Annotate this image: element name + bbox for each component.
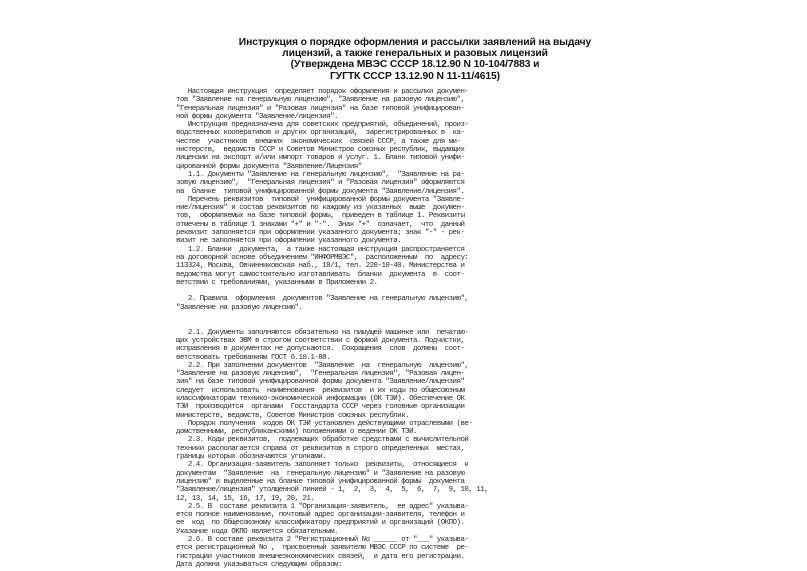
body-text-line: границы которых обозначаются уголками. [176, 453, 327, 462]
body-text-line: тов "Заявление на генеральную лицензию", "Заявление на разовую лицензию", [176, 96, 465, 105]
body-text-line: гистрации участников внешнеэкономических связей, и дата его регистрации. [176, 552, 465, 561]
body-text-line: ее код по Общесоюзному классификатору предприятий и организаций (ОКПО). [176, 519, 465, 528]
body-text-line: ветствовать требованиям ГОСТ 6.10.1-88. [176, 353, 331, 362]
body-text-line: 2.5. В составе реквизита 1 "Организация-заявитель, ее адрес" указыва- [176, 502, 469, 511]
title-line: лицензий, а также генеральных и разовых лицензий [282, 48, 548, 60]
body-text-line: "Заявление на разовую лицензию", "Генеральная лицензия", "Разовая лицен- [176, 370, 465, 379]
body-text-line: 2.3. Коды реквизитов, подлежащих обработке средствами с вычислительной [176, 436, 469, 445]
body-text-line: ТЭИ производится органами Госстандарта СССР через головные организации [176, 403, 465, 412]
body-text-line: 113324, Москва, Овчинниковская наб., 18/1, тел. 220-10-40. Министерства и [176, 262, 465, 271]
body-text-line: тов, оформляемых на базе типовой формы, приведен в таблице 1. Реквизиты [176, 212, 465, 221]
body-text-line: на договорной основе объединением "ИНФОРМВЭС", расположенным по адресу: [176, 253, 469, 262]
body-text-line: лицензии на экспорт и/или импорт товаров и услуг. 1. Бланк типовой унифи- [176, 154, 465, 163]
body-text-line: следует использовать наименования реквизитов и их коды по общесоюзным [176, 386, 465, 395]
body-text-line: ной формы документа "Заявление/лицензия". [176, 112, 338, 121]
body-text-line: Настоящая инструкция определяет порядок оформления и рассылки докумен- [176, 88, 469, 96]
document-body [176, 88, 636, 569]
body-text-line: исправления в документах не допускаются. Сокращения слов должны соот- [176, 345, 465, 354]
body-text-line: 2.4. Организация-заявитель заполняет только реквизиты, относящиеся к [176, 461, 469, 470]
body-text-line: 2. Правила оформления документов "Заявление на генеральную лицензию", [176, 295, 469, 304]
body-text-line: ется регистрационный No , присвоенный заявителю МВЭС СССР по системе ре- [176, 544, 469, 553]
body-text-line: 1.2. Бланки документа, а также настоящая инструкция распространяется [176, 245, 465, 254]
body-text-line: цированной формы документа "Заявление/Лицензия" [176, 162, 362, 171]
body-text-line [176, 320, 636, 328]
body-text-line: техники располагается справа от реквизитов в строго определенных местах, [176, 444, 465, 453]
body-text-line: 2.6. В составе реквизита 2 "Регистрационный No ______ от "___" указыва- [176, 536, 469, 545]
body-text-line: 2.2. При заполнении документов "Заявление на генеральную лицензию", [176, 361, 469, 370]
body-text-line: ется полное наименование, почтовый адрес организации-заявителя, телефон и [176, 511, 465, 520]
body-text-line: домственными, республиканскими) положениями о ведении ОК ТЭИ. [176, 428, 417, 437]
body-text-line: нистерств, ведомств СССР и Советов Министров союзных республик, выдающих [176, 146, 465, 155]
body-text-line: "Генеральная лицензия" и "Разовая лицензия" на базе типовой унифицирован- [176, 104, 465, 113]
body-text-line: "Заявление/лицензия" утолщенной линией - 1, 2, 3, 4, 5, 6, 7, 9, 10, 11, [176, 486, 489, 495]
body-text-line: министерств, ведомств, Советов Министров союзных республик. [176, 411, 410, 420]
body-text-line [176, 287, 636, 295]
body-text-line: Порядок получения кодов ОК ТЭИ установлен действующими отраслевыми (ве- [176, 419, 473, 428]
body-text-line: 12, 13, 14, 15, 16, 17, 19, 20, 21. [176, 494, 315, 503]
body-text-line: щих устройствах ЭВМ в строгом соответствии с формой документа. Подчистки, [176, 336, 465, 345]
body-text-line: зия" на базе типовой унифицированной формы документа "Заявление/лицензия" [176, 378, 465, 387]
body-text-line: лицензию" и выделенные на бланке типовой унифицированной формы документа [176, 477, 465, 486]
body-text-line: Инструкция предназначена для советских предприятий, объединений, произ- [176, 121, 469, 130]
body-text-line: честве участников внешних экономических связей СССР, а также для ми- [176, 137, 461, 146]
body-text-line: ветствии с требованиями, указанными в Приложении 2. [176, 278, 378, 287]
body-text-line: ние/лицензия" и состав реквизитов по каждому из указанных выше докумен- [176, 204, 465, 213]
body-text-line: водственных кооперативов и других организаций, зарегистрированных в ка- [176, 129, 465, 138]
body-text-line: 2.1. Документы заполняются обязательно на пишущей машинке или печатаю- [176, 328, 469, 337]
body-text-line [176, 312, 636, 320]
title-line: ГУГТК СССР 13.12.90 N 11-11/4615) [330, 70, 500, 82]
body-text-line: документам "Заявление на генеральную лицензию" и "Заявление на разовую [176, 469, 465, 478]
body-text-line: визит не заполняется при оформлении указанного документа. [176, 237, 402, 246]
body-text-line: Указание кода ОКПО является обязательным. [176, 527, 338, 536]
title-line: (Утверждена МВЭС СССР 18.12.90 N 10-104/7883 и [290, 59, 540, 71]
title-line: Инструкция о порядке оформления и рассылки заявлений на выдачу [238, 37, 592, 48]
body-text-line: ведомства могут самостоятельно изготавливать бланки документа в соот- [176, 270, 465, 279]
body-text-line: 1.1. Документы "Заявление на генеральную лицензию", "Заявление на ра- [176, 170, 465, 179]
document-title [225, 37, 605, 82]
body-text-line: на бланке типовой унифицированной формы документа "Заявление/лицензия". [176, 187, 465, 196]
body-text-line: зовую лицензию", "Генеральная лицензия" и "Разовая лицензия" оформляются [176, 179, 465, 188]
body-text-line: реквизит заполняется при оформлении указанного документа; знак "-" - рек- [176, 229, 465, 238]
body-text-line: отмечены в таблице 1 знаками "+" и "-". Знак "+" означает, что данный [176, 220, 465, 229]
body-text-line: классификаторам технико-экономической информации (ОК ТЭИ). Обеспечение ОК [176, 394, 465, 403]
body-text-line: Перечень реквизитов типовой унифицированной формы документа "Заявле- [176, 195, 465, 204]
body-text-line: "Заявление на разовую лицензию". [176, 303, 303, 312]
body-text-line: Дата должна указываться следующим образом: [176, 560, 342, 569]
